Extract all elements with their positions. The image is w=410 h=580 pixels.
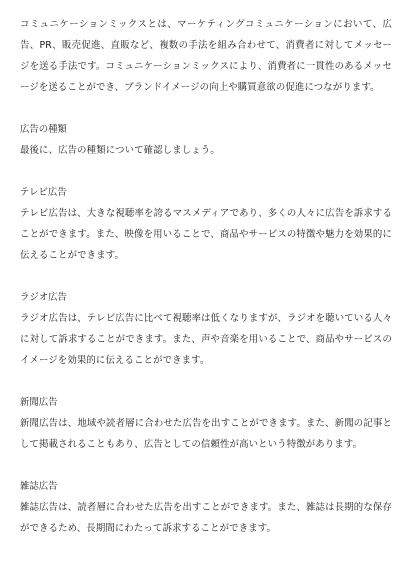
radio-ad-paragraph: ラジオ広告は、テレビ広告に比べて視聴率は低くなりますが、ラジオを聴いている人々に対して訴求することができます。また、声や音楽を用いることで、商品やサービスのイメージを効果的に伝えることができます。	[20, 313, 392, 366]
magazine-ad-heading: 雑誌広告	[20, 481, 58, 492]
spacer	[20, 266, 392, 287]
newspaper-ad-heading: 新聞広告	[20, 397, 58, 408]
tv-ad-heading: テレビ広告	[20, 187, 67, 198]
document-page	[20, 14, 392, 539]
ad-types-heading: 広告の種類	[20, 124, 67, 135]
tv-ad-paragraph: テレビ広告は、大きな視聴率を誇るマスメディアであり、多くの人々に広告を訴求することができます。また、映像を用いることで、商品やサービスの特徴や魅力を効果的に伝えることができます。	[20, 208, 392, 261]
spacer	[20, 98, 392, 119]
intro-paragraph: コミュニケーションミックスとは、マーケティングコミュニケーションにおいて、広告、PR、販売促進、直販など、複数の手法を組み合わせて、消費者に対してメッセージを送る手法です。コミュニケーションミックスにより、消費者に一貫性のあるメッセージを送ることができ、ブランドイメージの向上や購買意欲の促進につながります。	[20, 19, 392, 93]
spacer	[20, 161, 392, 182]
newspaper-ad-paragraph: 新聞広告は、地域や読者層に合わせた広告を出すことができます。また、新聞の記事として掲載されることもあり、広告としての信頼性が高いという特徴があります。	[20, 418, 392, 450]
ad-types-lead: 最後に、広告の種類について確認しましょう。	[20, 145, 220, 156]
radio-ad-heading: ラジオ広告	[20, 292, 67, 303]
spacer	[20, 371, 392, 392]
magazine-ad-paragraph: 雑誌広告は、読者層に合わせた広告を出すことができます。また、雑誌は長期的な保存ができるため、長期間にわたって訴求することができます。	[20, 502, 392, 534]
spacer	[20, 455, 392, 476]
